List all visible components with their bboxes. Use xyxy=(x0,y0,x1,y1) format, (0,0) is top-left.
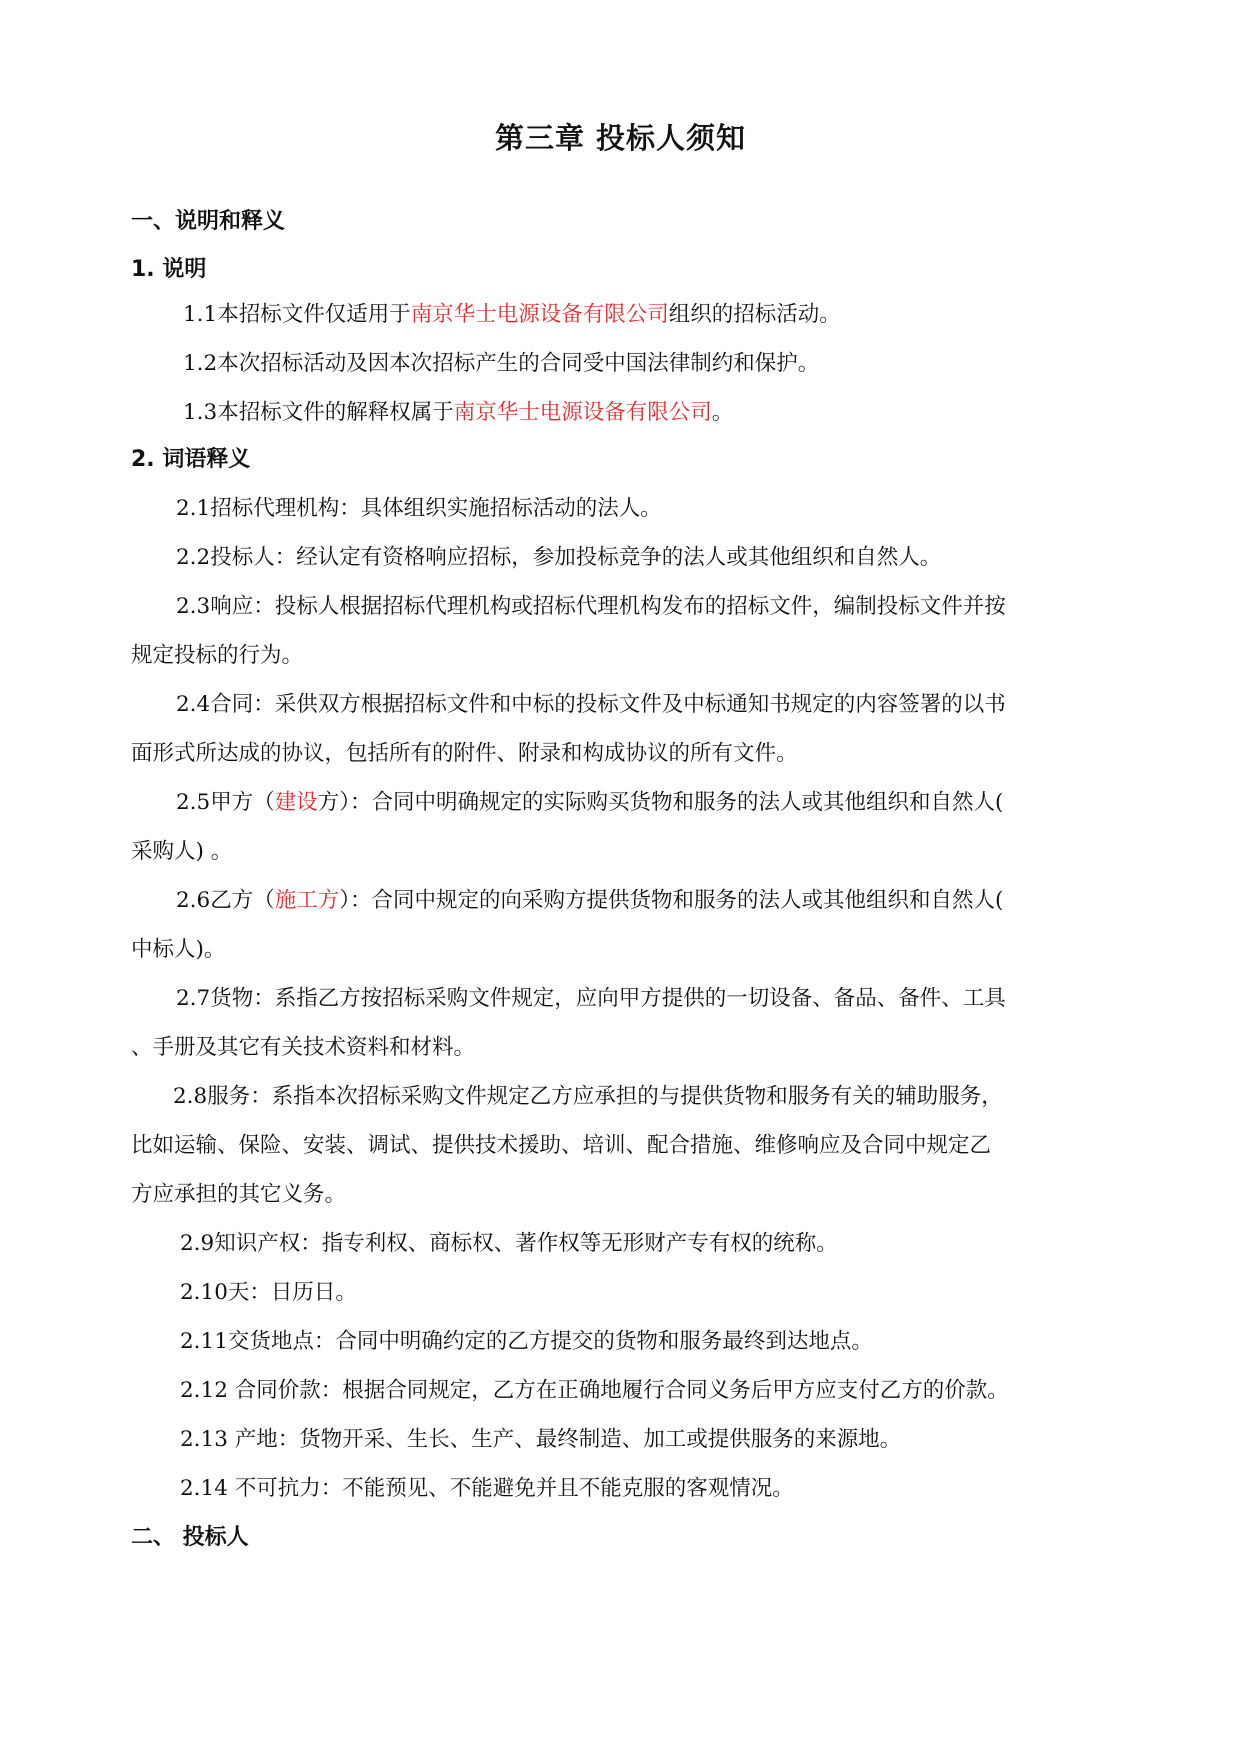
clause-2-6-pre: 2.6乙方（ xyxy=(176,888,275,913)
clause-2-8-line-1: 2.8服务：系指本次招标采购文件规定乙方应承担的与提供货物和服务有关的辅助服务， xyxy=(173,1084,1003,1109)
clause-2-3-line-2: 规定投标的行为。 xyxy=(131,643,304,668)
party-a-highlight: 建设 xyxy=(274,790,318,815)
clause-2-6 xyxy=(131,876,1131,974)
clause-2-10: 2.10天：日历日。 xyxy=(180,1280,357,1305)
clause-2-7-line-1: 2.7货物：系指乙方按招标采购文件规定，应向甲方提供的一切设备、备品、备件、工具 xyxy=(176,986,1006,1011)
clause-2-14: 2.14 不可抗力：不能预见、不能避免并且不能克服的客观情况。 xyxy=(180,1476,794,1501)
clause-2-6-line-2: 中标人)。 xyxy=(131,937,226,962)
clause-2-11: 2.11交货地点：合同中明确约定的乙方提交的货物和服务最终到达地点。 xyxy=(180,1329,873,1354)
party-b-highlight: 施工方 xyxy=(274,888,340,913)
company-name-highlight: 南京华士电源设备有限公司 xyxy=(453,400,712,425)
clause-2-8-line-2: 比如运输、保险、安装、调试、提供技术援助、培训、配合措施、维修响应及合同中规定乙 xyxy=(131,1133,992,1158)
clause-1-1-post: 组织的招标活动。 xyxy=(668,302,841,327)
company-name-highlight: 南京华士电源设备有限公司 xyxy=(410,302,669,327)
clause-2-12: 2.12 合同价款：根据合同规定，乙方在正确地履行合同义务后甲方应支付乙方的价款。 xyxy=(180,1378,1009,1403)
clause-2-8 xyxy=(131,1072,1131,1219)
clause-2-13: 2.13 产地：货物开采、生长、生产、最终制造、加工或提供服务的来源地。 xyxy=(180,1427,902,1452)
clause-2-5-post: 方）：合同中明确规定的实际购买货物和服务的法人或其他组织和自然人( xyxy=(317,790,1004,815)
clause-2-8-line-3: 方应承担的其它义务。 xyxy=(131,1182,347,1207)
clause-2-1: 2.1招标代理机构：具体组织实施招标活动的法人。 xyxy=(176,496,662,521)
clause-2-4-line-2: 面形式所达成的协议，包括所有的附件、附录和构成协议的所有文件。 xyxy=(131,741,798,766)
clause-2-3 xyxy=(131,582,1131,680)
clause-2-9: 2.9知识产权：指专利权、商标权、著作权等无形财产专有权的统称。 xyxy=(180,1231,838,1256)
section-heading-explanation: 一、说明和释义 xyxy=(131,209,286,234)
clause-2-5-line-2: 采购人) 。 xyxy=(131,839,233,864)
clause-1-3-post: 。 xyxy=(711,400,734,425)
clause-1-3-pre: 1.3本招标文件的解释权属于 xyxy=(183,400,454,425)
chapter-title: 第三章 投标人须知 xyxy=(494,121,747,155)
clause-2-3-line-1: 2.3响应：投标人根据招标代理机构或招标代理机构发布的招标文件，编制投标文件并按 xyxy=(176,594,1006,619)
clause-2-2: 2.2投标人：经认定有资格响应招标，参加投标竞争的法人或其他组织和自然人。 xyxy=(176,545,942,570)
clause-2-6-post: ）：合同中规定的向采购方提供货物和服务的法人或其他组织和自然人( xyxy=(339,888,1004,913)
clause-1-1-pre: 1.1本招标文件仅适用于 xyxy=(183,302,411,327)
clause-1-1 xyxy=(183,290,1183,339)
clause-1-3 xyxy=(183,388,1183,437)
subsection-heading-definitions: 2. 词语释义 xyxy=(131,447,251,472)
clause-2-6-line-1 xyxy=(131,876,1131,925)
clause-2-4 xyxy=(131,680,1131,778)
clause-2-5 xyxy=(131,778,1131,876)
clause-2-5-pre: 2.5甲方（ xyxy=(176,790,275,815)
clause-2-7-line-2: 、手册及其它有关技术资料和材料。 xyxy=(131,1035,476,1060)
clause-1-2: 1.2本次招标活动及因本次招标产生的合同受中国法律制约和保护。 xyxy=(183,351,820,376)
subsection-heading-description: 1. 说明 xyxy=(131,257,207,282)
clause-2-4-line-1: 2.4合同：采供双方根据招标文件和中标的投标文件及中标通知书规定的内容签署的以书 xyxy=(176,692,1006,717)
clause-2-7 xyxy=(131,974,1131,1072)
section-heading-bidder: 二、 投标人 xyxy=(131,1525,249,1550)
clause-2-5-line-1 xyxy=(131,778,1131,827)
